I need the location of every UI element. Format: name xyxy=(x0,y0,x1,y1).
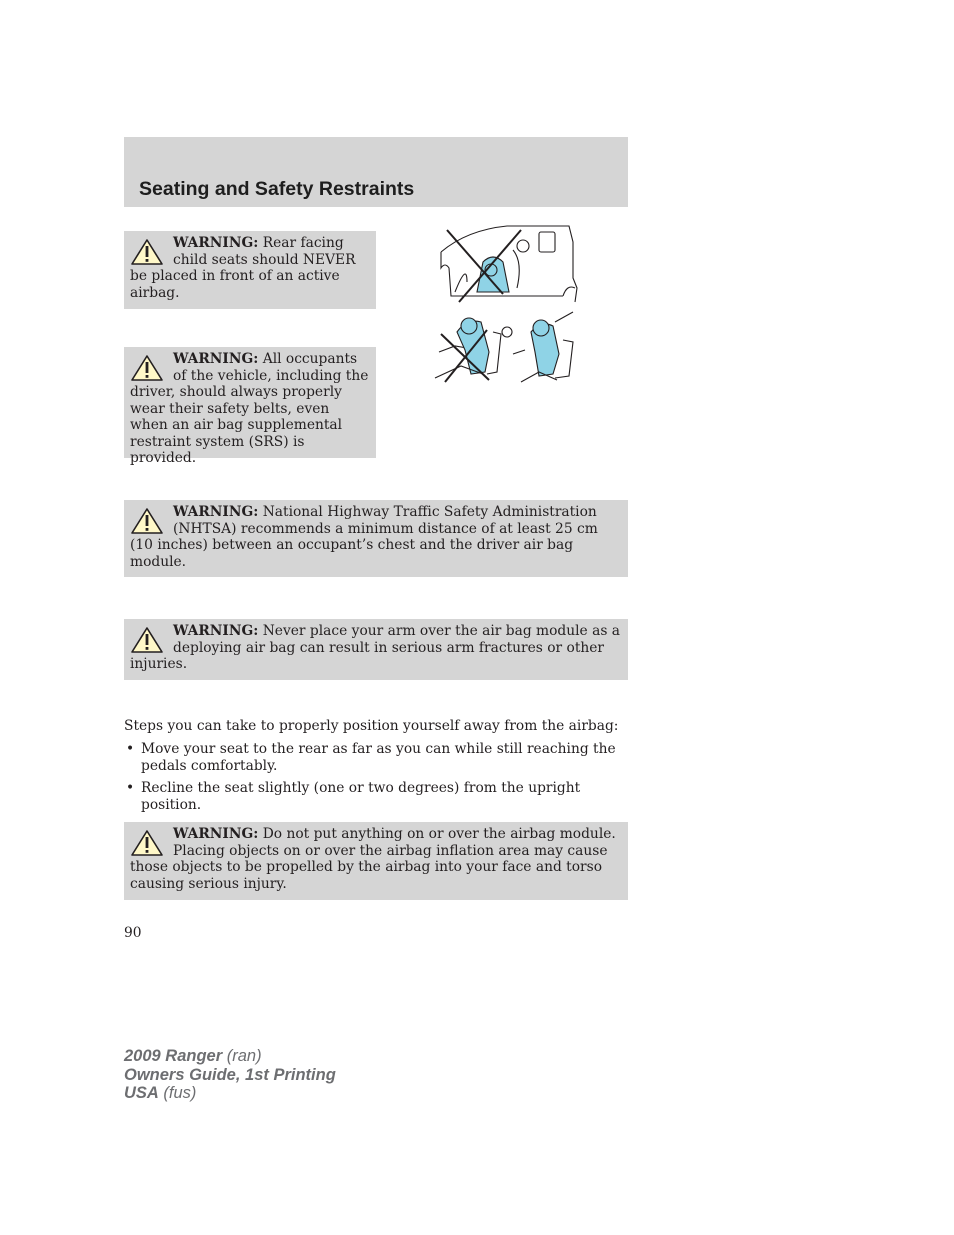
warning-text: Do not put anything on or over the airbag module. Placing objects on or over the airbag inflation area may cause those objects to be propelled by the airbag into your face and torso causing serious injury. xyxy=(130,826,616,892)
bullet-glyph: • xyxy=(126,780,135,796)
warning-box-child-seat xyxy=(124,231,376,309)
section-title: Seating and Safety Restraints xyxy=(139,178,415,200)
positioning-steps-list xyxy=(124,741,628,819)
footer-line-edition xyxy=(124,1066,336,1085)
footer-line-market xyxy=(124,1084,336,1103)
warning-text: Never place your arm over the air bag module as a deploying air bag can result in serious arm fractures or other injuries. xyxy=(130,623,621,672)
warning-triangle-icon xyxy=(130,507,164,535)
page-number: 90 xyxy=(124,925,142,941)
footer-edition: Owners Guide, 1st Printing xyxy=(124,1065,336,1084)
warning-label: WARNING: xyxy=(173,351,259,367)
warning-box-objects-on-airbag xyxy=(124,822,628,900)
warning-box-occupants xyxy=(124,347,376,466)
footer-model: 2009 Ranger xyxy=(124,1047,223,1065)
list-item xyxy=(124,780,628,813)
occupant-too-close-scene xyxy=(435,318,512,382)
warning-label: WARNING: xyxy=(173,235,259,251)
list-item-text: Move your seat to the rear as far as you can while still reaching the pedals comfortably. xyxy=(141,741,616,774)
positioning-intro: Steps you can take to properly position yourself away from the airbag: xyxy=(124,718,619,734)
warning-triangle-icon xyxy=(130,626,164,654)
warning-box-arm-position xyxy=(124,619,628,680)
warning-box-nhtsa-distance xyxy=(124,500,628,577)
warning-triangle-icon xyxy=(130,829,164,857)
warning-text: All occupants of the vehicle, including the driver, should always properly wear their safety belts, even when an air bag supplemental restraint system (SRS) is provided. xyxy=(130,351,369,466)
footer-market-code: (fus) xyxy=(158,1084,197,1102)
section-header-band xyxy=(124,137,628,207)
footer-model-code: (ran) xyxy=(222,1047,262,1065)
warning-label: WARNING: xyxy=(173,504,259,520)
bullet-glyph: • xyxy=(126,741,135,757)
warning-triangle-icon xyxy=(130,354,164,382)
list-item xyxy=(124,741,628,774)
proper-distance-scene xyxy=(513,312,573,382)
warning-text: Rear facing child seats should NEVER be placed in front of an active airbag. xyxy=(130,235,356,301)
warning-label: WARNING: xyxy=(173,623,259,639)
airbag-safety-illustration xyxy=(427,222,579,388)
rear-facing-seat-scene xyxy=(441,226,577,302)
list-item-text: Recline the seat slightly (one or two degrees) from the upright position. xyxy=(141,780,581,813)
warning-label: WARNING: xyxy=(173,826,259,842)
footer-market: USA xyxy=(124,1084,159,1102)
footer-line-model xyxy=(124,1047,336,1066)
warning-triangle-icon xyxy=(130,238,164,266)
warning-text: National Highway Traffic Safety Administration (NHTSA) recommends a minimum distance of at least 25 cm (10 inches) between an occupant’s chest and the driver air bag module. xyxy=(130,504,598,570)
document-footer xyxy=(124,1047,336,1103)
